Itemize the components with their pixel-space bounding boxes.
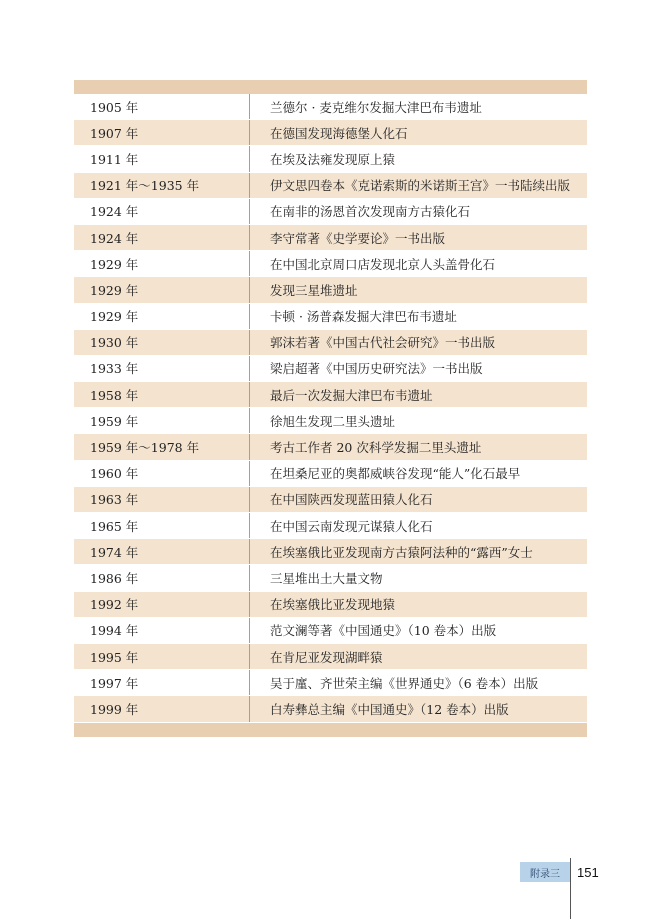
event-cell: 在埃及法雍发现原上猿	[270, 151, 396, 167]
table-row	[74, 173, 587, 199]
event-cell: 考古工作者 20 次科学发掘二里头遗址	[270, 440, 482, 456]
year-cell: 1924 年	[74, 225, 250, 250]
footer-divider	[570, 858, 571, 919]
event-cell: 在中国云南发现元谋猿人化石	[270, 518, 433, 534]
table-header-band	[74, 80, 587, 94]
table-row	[74, 382, 587, 408]
table-row	[74, 199, 587, 225]
table-row	[74, 146, 587, 172]
event-cell: 在肯尼亚发现湖畔猿	[270, 649, 383, 665]
year-cell: 1995 年	[74, 644, 250, 669]
year-cell: 1905 年	[74, 94, 250, 119]
event-cell: 伊文思四卷本《克诺索斯的米诺斯王宫》一书陆续出版	[270, 178, 571, 194]
event-cell: 在中国陕西发现蓝田猿人化石	[270, 492, 433, 508]
year-cell: 1907 年	[74, 120, 250, 145]
table-row	[74, 251, 587, 277]
event-cell: 在埃塞俄比亚发现地猿	[270, 597, 396, 613]
year-cell: 1911 年	[74, 146, 250, 171]
year-cell: 1959 年	[74, 408, 250, 433]
table-row	[74, 408, 587, 434]
table-row	[74, 670, 587, 696]
year-cell: 1929 年	[74, 251, 250, 276]
table-row	[74, 277, 587, 303]
event-cell: 在中国北京周口店发现北京人头盖骨化石	[270, 256, 496, 272]
year-cell: 1930 年	[74, 330, 250, 355]
event-cell: 在埃塞俄比亚发现南方古猿阿法种的“露西”女士	[270, 544, 533, 560]
event-cell: 徐旭生发现二里头遗址	[270, 413, 396, 429]
event-cell: 三星堆出土大量文物	[270, 570, 383, 586]
event-cell: 郭沫若著《中国古代社会研究》一书出版	[270, 335, 496, 351]
year-cell: 1986 年	[74, 565, 250, 590]
year-cell: 1958 年	[74, 382, 250, 407]
year-cell: 1933 年	[74, 356, 250, 381]
table-row	[74, 120, 587, 146]
table-row	[74, 513, 587, 539]
year-cell: 1992 年	[74, 592, 250, 617]
event-cell: 白寿彝总主编《中国通史》（12 卷本）出版	[270, 701, 509, 717]
table-row	[74, 461, 587, 487]
event-cell: 吴于廑、齐世荣主编《世界通史》（6 卷本）出版	[270, 675, 539, 691]
year-cell: 1994 年	[74, 618, 250, 643]
year-cell: 1963 年	[74, 487, 250, 512]
table-row	[74, 539, 587, 565]
table-row	[74, 592, 587, 618]
event-cell: 在南非的汤恩首次发现南方古猿化石	[270, 204, 471, 220]
event-cell: 最后一次发掘大津巴布韦遗址	[270, 387, 433, 403]
table-row	[74, 487, 587, 513]
page-number: 151	[577, 864, 599, 880]
year-cell: 1965 年	[74, 513, 250, 538]
timeline-table	[74, 80, 587, 737]
event-cell: 兰德尔 · 麦克维尔发掘大津巴布韦遗址	[270, 99, 482, 115]
event-cell: 梁启超著《中国历史研究法》一书出版	[270, 361, 483, 377]
table-row	[74, 696, 587, 722]
event-cell: 卡顿 · 汤普森发掘大津巴布韦遗址	[270, 309, 457, 325]
timeline-rows	[74, 94, 587, 723]
event-cell: 李守常著《史学要论》一书出版	[270, 230, 446, 246]
year-cell: 1921 年～1935 年	[74, 173, 250, 198]
table-footer-band	[74, 723, 587, 737]
year-cell: 1924 年	[74, 199, 250, 224]
table-row	[74, 94, 587, 120]
table-row	[74, 565, 587, 591]
table-row	[74, 434, 587, 460]
year-cell: 1959 年～1978 年	[74, 434, 250, 459]
event-cell: 范文澜等著《中国通史》（10 卷本）出版	[270, 623, 497, 639]
year-cell: 1997 年	[74, 670, 250, 695]
table-row	[74, 618, 587, 644]
year-cell: 1999 年	[74, 696, 250, 721]
section-tag: 附录三	[520, 862, 570, 882]
table-row	[74, 330, 587, 356]
table-row	[74, 644, 587, 670]
table-row	[74, 225, 587, 251]
table-row	[74, 356, 587, 382]
table-row	[74, 304, 587, 330]
year-cell: 1929 年	[74, 304, 250, 329]
event-cell: 在坦桑尼亚的奥都威峡谷发现“能人”化石最早	[270, 466, 521, 482]
year-cell: 1929 年	[74, 277, 250, 302]
event-cell: 在德国发现海德堡人化石	[270, 125, 408, 141]
event-cell: 发现三星堆遗址	[270, 282, 358, 298]
year-cell: 1974 年	[74, 539, 250, 564]
year-cell: 1960 年	[74, 461, 250, 486]
